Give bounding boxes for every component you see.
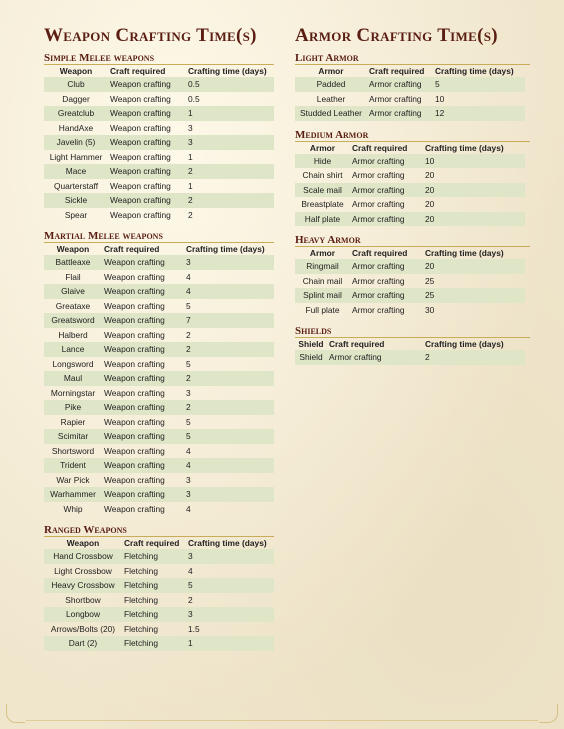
craft-required-cell: Armor crafting	[352, 213, 405, 224]
craft-required-cell: Fletching	[124, 565, 158, 576]
crafting-time-cell: 2	[425, 352, 430, 362]
craft-required-cell: Weapon crafting	[110, 79, 171, 89]
craft-required-cell: Weapon crafting	[104, 315, 165, 325]
item-name-cell: Longsword	[52, 358, 94, 369]
heavy-armor-table	[295, 247, 525, 317]
section-ranged	[44, 524, 274, 651]
crafting-time-cell: 4	[186, 445, 191, 456]
table-row	[44, 400, 274, 415]
table-row	[295, 197, 525, 212]
armor-title: Armor Crafting Time(s)	[295, 25, 498, 46]
martial-melee-table	[44, 243, 274, 516]
table-row	[295, 92, 525, 107]
crafting-time-cell: 2	[188, 195, 193, 205]
crafting-time-cell: 5	[186, 300, 191, 311]
craft-required-cell: Weapon crafting	[104, 271, 165, 282]
item-name-cell: Greataxe	[55, 300, 91, 311]
item-name-cell: Flail	[65, 271, 81, 282]
item-name-cell: Lance	[61, 344, 85, 354]
craft-required-cell: Weapon crafting	[110, 166, 171, 176]
column-header: Crafting time (days)	[425, 248, 504, 258]
table-row	[44, 270, 274, 285]
column-header: Craft required	[124, 538, 180, 548]
crafting-time-cell: 20	[425, 199, 435, 209]
craft-required-cell: Weapon crafting	[104, 300, 165, 311]
item-name-cell: Quarterstaff	[53, 180, 99, 191]
item-name-cell: Leather	[316, 93, 346, 104]
craft-required-cell: Armor crafting	[369, 79, 422, 89]
craft-required-cell: Weapon crafting	[110, 180, 171, 191]
table-row	[44, 135, 274, 150]
craft-required-cell: Weapon crafting	[104, 344, 165, 354]
crafting-time-cell: 25	[425, 290, 435, 300]
crafting-time-cell: 3	[186, 489, 191, 499]
crafting-time-cell: 3	[188, 122, 193, 133]
item-name-cell: Half plate	[304, 213, 341, 224]
table-row	[44, 564, 274, 579]
craft-required-cell: Weapon crafting	[104, 489, 165, 499]
column-header: Armor	[309, 142, 336, 153]
table-row	[295, 274, 525, 289]
item-name-cell: Greatclub	[57, 108, 95, 118]
table-row	[44, 313, 274, 328]
table-row	[44, 150, 274, 165]
item-name-cell: Chain mail	[302, 275, 343, 286]
crafting-time-cell: 1	[188, 638, 193, 648]
section-medium-armor	[295, 129, 530, 227]
item-name-cell: Dart (2)	[68, 638, 98, 648]
section-heading: Ranged Weapons	[44, 524, 274, 537]
medium-armor-table	[295, 142, 525, 227]
item-name-cell: Warhammer	[50, 489, 96, 499]
column-header: Crafting time (days)	[188, 66, 267, 76]
section-simple-melee	[44, 52, 274, 222]
craft-required-cell: Fletching	[124, 638, 158, 648]
column-header: Armor	[309, 248, 336, 258]
simple-melee-table	[44, 65, 274, 222]
craft-required-cell: Armor crafting	[329, 352, 382, 362]
item-name-cell: Heavy Crossbow	[51, 580, 115, 590]
item-name-cell: Halberd	[58, 329, 88, 340]
table-row	[44, 328, 274, 343]
crafting-time-cell: 7	[186, 315, 191, 325]
section-heading: Martial Melee weapons	[44, 230, 274, 243]
crafting-time-cell: 3	[186, 257, 191, 267]
craft-required-cell: Weapon crafting	[104, 402, 165, 412]
section-heading: Medium Armor	[295, 129, 530, 142]
item-name-cell: Scale mail	[303, 184, 342, 195]
crafting-time-cell: 20	[425, 261, 435, 271]
craft-required-cell: Armor crafting	[352, 184, 405, 195]
item-name-cell: Ringmail	[306, 261, 339, 271]
column-header: Crafting time (days)	[435, 66, 514, 76]
column-header: Crafting time (days)	[188, 538, 267, 548]
crafting-time-cell: 10	[435, 93, 445, 104]
column-header: Crafting time (days)	[425, 142, 504, 153]
table-row	[44, 622, 274, 637]
crafting-time-cell: 4	[186, 286, 191, 296]
item-name-cell: Dagger	[62, 93, 90, 104]
craft-required-cell: Weapon crafting	[104, 474, 165, 485]
craft-required-cell: Weapon crafting	[104, 257, 165, 267]
item-name-cell: Light Hammer	[49, 151, 103, 162]
crafting-time-cell: 1.5	[188, 623, 200, 634]
craft-required-cell: Fletching	[124, 580, 158, 590]
crafting-time-cell: 1	[188, 151, 193, 162]
table-row	[44, 487, 274, 502]
crafting-time-cell: 3	[188, 609, 193, 619]
crafting-time-cell: 2	[188, 209, 193, 220]
crafting-time-cell: 5	[186, 431, 191, 441]
craft-required-cell: Weapon crafting	[104, 431, 165, 441]
craft-required-cell: Weapon crafting	[110, 137, 171, 147]
table-row	[44, 121, 274, 136]
column-header: Craft required	[352, 248, 408, 258]
item-name-cell: Hide	[313, 155, 332, 166]
craft-required-cell: Fletching	[124, 623, 158, 634]
crafting-time-cell: 3	[188, 137, 193, 147]
table-row	[295, 212, 525, 227]
crafting-time-cell: 20	[425, 170, 435, 180]
table-row	[295, 350, 525, 365]
craft-required-cell: Armor crafting	[352, 290, 405, 300]
item-name-cell: Shortsword	[51, 445, 95, 456]
item-name-cell: Arrows/Bolts (20)	[50, 623, 116, 634]
item-name-cell: Shield	[299, 352, 323, 362]
table-row	[44, 92, 274, 107]
column-header: Armor	[318, 66, 344, 76]
craft-required-cell: Fletching	[124, 551, 158, 561]
armor-column	[295, 26, 530, 373]
column-header: Craft required	[104, 244, 160, 254]
item-name-cell: Pike	[64, 402, 82, 412]
item-name-cell: Longbow	[66, 609, 100, 619]
item-name-cell: Full plate	[305, 304, 340, 315]
table-row	[44, 636, 274, 651]
section-heading: Light Armor	[295, 52, 530, 65]
table-row	[44, 106, 274, 121]
column-header: Shield	[298, 339, 324, 349]
craft-required-cell: Weapon crafting	[104, 358, 165, 369]
item-name-cell: Maul	[63, 373, 83, 383]
shields-table	[295, 338, 525, 365]
item-name-cell: Trident	[60, 460, 86, 470]
crafting-time-cell: 4	[186, 460, 191, 470]
table-row	[44, 77, 274, 92]
craft-required-cell: Weapon crafting	[104, 387, 165, 398]
item-name-cell: Javelin (5)	[56, 137, 96, 147]
item-name-cell: Scimitar	[57, 431, 89, 441]
craft-required-cell: Armor crafting	[352, 170, 405, 180]
craft-required-cell: Weapon crafting	[110, 209, 171, 220]
craft-required-cell: Weapon crafting	[104, 416, 165, 427]
craft-required-cell: Weapon crafting	[104, 503, 165, 514]
craft-required-cell: Armor crafting	[352, 199, 405, 209]
table-row	[44, 473, 274, 488]
column-header: Craft required	[110, 66, 166, 76]
crafting-time-cell: 20	[425, 213, 435, 224]
column-header: Craft required	[329, 339, 385, 349]
craft-required-cell: Weapon crafting	[104, 329, 165, 340]
item-name-cell: Whip	[63, 503, 83, 514]
section-heading: Simple Melee weapons	[44, 52, 274, 65]
crafting-time-cell: 30	[425, 304, 435, 315]
craft-required-cell: Armor crafting	[352, 261, 405, 271]
weapon-column	[44, 26, 274, 659]
crafting-time-cell: 3	[188, 551, 193, 561]
craft-required-cell: Weapon crafting	[110, 122, 171, 133]
item-name-cell: Breastplate	[301, 199, 344, 209]
crafting-time-cell: 3	[186, 387, 191, 398]
table-row	[295, 77, 525, 92]
craft-required-cell: Weapon crafting	[104, 445, 165, 456]
ranged-table	[44, 537, 274, 651]
item-name-cell: Light Crossbow	[54, 565, 112, 576]
table-row	[44, 342, 274, 357]
item-name-cell: Padded	[316, 79, 346, 89]
column-header: Weapon	[66, 538, 100, 548]
crafting-time-cell: 25	[425, 275, 435, 286]
item-name-cell: Battleaxe	[55, 257, 91, 267]
craft-required-cell: Weapon crafting	[110, 151, 171, 162]
craft-required-cell: Fletching	[124, 594, 158, 605]
weapon-title: Weapon Crafting Time(s)	[44, 25, 257, 46]
crafting-time-cell: 1	[188, 108, 193, 118]
crafting-time-cell: 1	[188, 180, 193, 191]
table-row	[295, 303, 525, 318]
item-name-cell: Chain shirt	[302, 170, 343, 180]
item-name-cell: Hand Crossbow	[53, 551, 113, 561]
table-row	[44, 357, 274, 372]
crafting-time-cell: 20	[425, 184, 435, 195]
table-row	[44, 502, 274, 517]
table-row	[44, 593, 274, 608]
table-row	[44, 429, 274, 444]
section-shields	[295, 325, 530, 365]
crafting-time-cell: 2	[188, 594, 193, 605]
craft-required-cell: Armor crafting	[352, 155, 405, 166]
corner-flourish-icon	[539, 704, 558, 723]
table-row	[44, 179, 274, 194]
table-row	[44, 284, 274, 299]
column-header: Crafting time (days)	[425, 339, 504, 349]
table-row	[44, 208, 274, 223]
crafting-time-cell: 2	[186, 373, 191, 383]
crafting-time-cell: 4	[188, 565, 193, 576]
crafting-time-cell: 0.5	[188, 93, 200, 104]
section-heading: Shields	[295, 325, 530, 338]
table-row	[44, 371, 274, 386]
item-name-cell: Rapier	[60, 416, 86, 427]
item-name-cell: Morningstar	[50, 387, 96, 398]
table-row	[44, 458, 274, 473]
item-name-cell: Club	[67, 79, 85, 89]
table-row	[44, 578, 274, 593]
table-row	[295, 288, 525, 303]
table-row	[295, 106, 525, 121]
column-header: Craft required	[369, 66, 425, 76]
light-armor-table	[295, 65, 525, 121]
crafting-time-cell: 2	[186, 344, 191, 354]
corner-flourish-icon	[6, 704, 25, 723]
item-name-cell: Sickle	[64, 195, 88, 205]
table-row	[44, 299, 274, 314]
crafting-time-cell: 2	[186, 402, 191, 412]
table-row	[44, 444, 274, 459]
crafting-time-cell: 5	[186, 416, 191, 427]
craft-required-cell: Weapon crafting	[110, 195, 171, 205]
table-row	[44, 415, 274, 430]
section-martial-melee	[44, 230, 274, 516]
crafting-time-cell: 5	[188, 580, 193, 590]
table-row	[295, 259, 525, 274]
craft-required-cell: Weapon crafting	[104, 373, 165, 383]
craft-required-cell: Weapon crafting	[104, 460, 165, 470]
section-light-armor	[295, 52, 530, 121]
crafting-time-cell: 4	[186, 271, 191, 282]
table-row	[44, 607, 274, 622]
craft-required-cell: Fletching	[124, 609, 158, 619]
craft-required-cell: Armor crafting	[352, 275, 405, 286]
craft-required-cell: Weapon crafting	[110, 93, 171, 104]
item-name-cell: Greatsword	[51, 315, 95, 325]
craft-required-cell: Weapon crafting	[110, 108, 171, 118]
crafting-time-cell: 5	[186, 358, 191, 369]
crafting-time-cell: 5	[435, 79, 440, 89]
column-header: Craft required	[352, 142, 408, 153]
item-name-cell: War Pick	[56, 474, 90, 485]
craft-required-cell: Armor crafting	[352, 304, 405, 315]
table-row	[44, 255, 274, 270]
section-heavy-armor	[295, 234, 530, 317]
item-name-cell: Studded Leather	[300, 108, 362, 118]
craft-required-cell: Weapon crafting	[104, 286, 165, 296]
item-name-cell: Spear	[64, 209, 88, 220]
crafting-time-cell: 0.5	[188, 79, 200, 89]
table-row	[295, 168, 525, 183]
item-name-cell: Shortbow	[65, 594, 101, 605]
crafting-time-cell: 2	[186, 329, 191, 340]
crafting-time-cell: 4	[186, 503, 191, 514]
craft-required-cell: Armor crafting	[369, 108, 422, 118]
item-name-cell: Splint mail	[303, 290, 342, 300]
table-row	[295, 183, 525, 198]
crafting-time-cell: 3	[186, 474, 191, 485]
craft-required-cell: Armor crafting	[369, 93, 422, 104]
table-row	[295, 154, 525, 169]
crafting-time-cell: 2	[188, 166, 193, 176]
table-row	[44, 549, 274, 564]
column-header: Weapon	[59, 66, 93, 76]
item-name-cell: Glaive	[61, 286, 85, 296]
item-name-cell: HandAxe	[58, 122, 94, 133]
column-header: Weapon	[56, 244, 90, 254]
page-border-line	[26, 720, 538, 721]
item-name-cell: Mace	[65, 166, 87, 176]
column-header: Crafting time (days)	[186, 244, 265, 254]
table-row	[44, 386, 274, 401]
table-row	[44, 164, 274, 179]
section-heading: Heavy Armor	[295, 234, 530, 247]
table-row	[44, 193, 274, 208]
crafting-time-cell: 10	[425, 155, 435, 166]
crafting-time-cell: 12	[435, 108, 445, 118]
